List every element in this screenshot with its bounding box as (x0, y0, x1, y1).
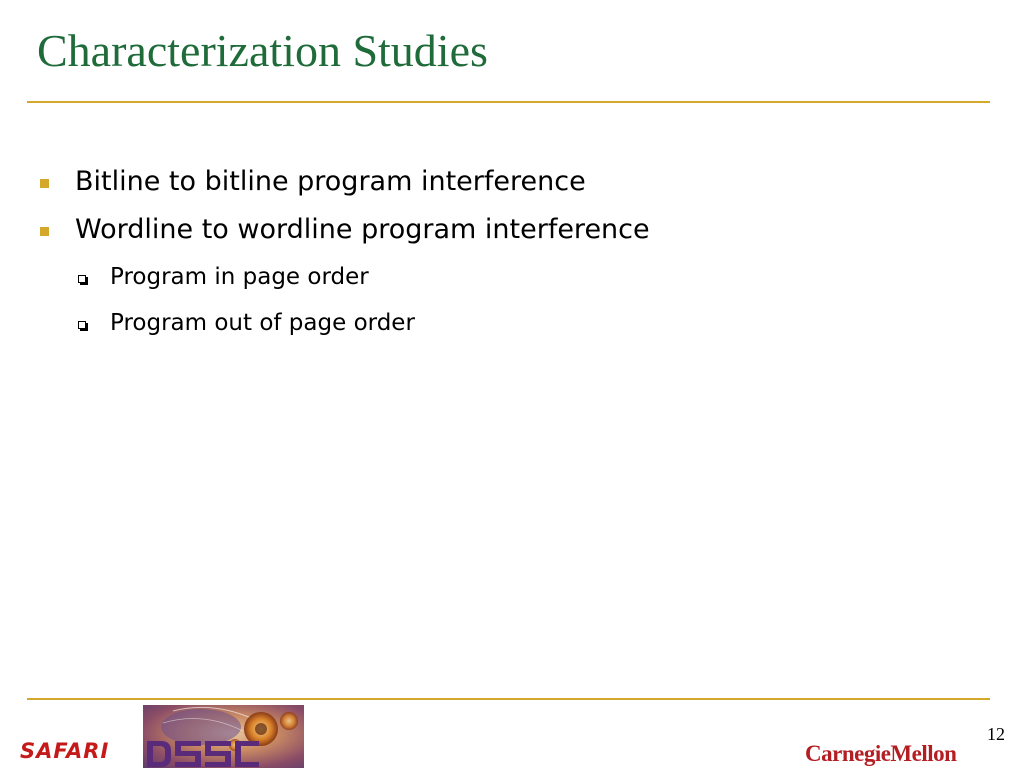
hollow-square-bullet-icon (78, 275, 86, 283)
safari-logo: SAFARI (20, 739, 110, 763)
page-number: 12 (987, 724, 1005, 744)
bullet-text: Bitline to bitline program interference (75, 166, 586, 197)
bullet-item (38, 160, 650, 208)
square-bullet-icon (40, 179, 49, 188)
sub-bullet-text: Program in page order (110, 264, 369, 290)
bullet-list (38, 160, 650, 348)
footer-divider (27, 698, 990, 700)
hollow-square-bullet-icon (78, 321, 86, 329)
title-divider (27, 101, 990, 103)
bullet-item (38, 208, 650, 256)
dssc-logo (143, 705, 304, 768)
sub-bullet-item (38, 256, 650, 302)
bullet-text: Wordline to wordline program interference (75, 214, 650, 245)
slide-title: Characterization Studies (37, 25, 488, 76)
sub-bullet-item (38, 302, 650, 348)
square-bullet-icon (40, 227, 49, 236)
sub-bullet-text: Program out of page order (110, 310, 415, 336)
carnegie-mellon-logo: CarnegieMellon (805, 741, 957, 766)
